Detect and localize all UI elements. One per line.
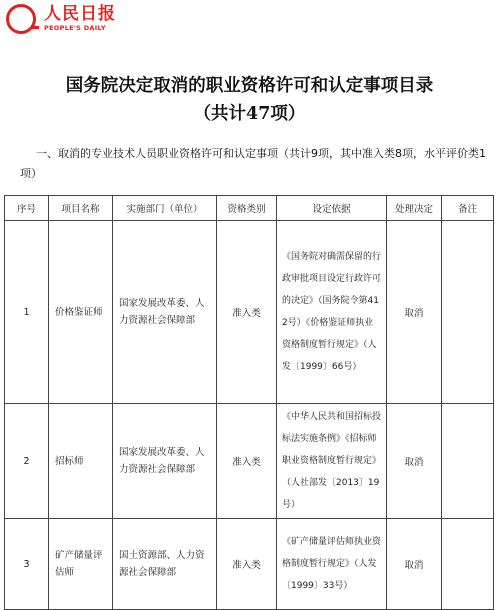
cell-basis: 《矿产储量评估师执业资格制度暂行规定》（人发〔1999〕33号） [277,519,387,610]
brand-name-cn: 人民日报 [44,4,116,25]
cell-decision: 取消 [387,404,442,519]
header-dept: 实施部门（单位） [113,196,217,221]
cell-type: 准入类 [217,519,277,610]
header-type: 资格类别 [217,196,277,221]
qualification-table [4,195,494,610]
cell-name: 招标师 [49,404,113,519]
cell-no: 2 [5,404,49,519]
header-no: 序号 [5,196,49,221]
cell-type: 准入类 [217,404,277,519]
cell-dept: 国土资源部、人力资源社会保障部 [113,519,217,610]
document-title [0,72,499,128]
peoples-daily-logo [6,4,116,34]
cell-name: 价格鉴证师 [49,221,113,404]
header-basis: 设定依据 [277,196,387,221]
cell-dept: 国家发展改革委、人力资源社会保障部 [113,404,217,519]
header-note: 备注 [442,196,494,221]
cell-no: 3 [5,519,49,610]
cell-note [442,404,494,519]
cell-note [442,519,494,610]
cell-decision: 取消 [387,519,442,610]
cell-no: 1 [5,221,49,404]
title-line-1: 国务院决定取消的职业资格许可和认定事项目录 [65,76,434,96]
cell-type: 准入类 [217,221,277,404]
header-decision: 处理决定 [387,196,442,221]
brand-name-en: PEOPLE'S DAILY [44,24,106,33]
table-row [5,221,494,404]
cell-basis: 《中华人民共和国招标投标法实施条例》《招标师职业资格制度暂行规定》（人社部发〔2013〕19号） [277,404,387,519]
section-heading: 一、取消的专业技术人员职业资格许可和认定事项（共计9项，其中准入类8项，水平评价类1项） [20,147,486,180]
table-row [5,519,494,610]
cell-note [442,221,494,404]
title-line-2: （共计47项） [193,104,306,124]
header-name: 项目名称 [49,196,113,221]
table-row [5,404,494,519]
cell-dept: 国家发展改革委、人力资源社会保障部 [113,221,217,404]
cell-name: 矿产储量评估师 [49,519,113,610]
cell-basis: 《国务院对确需保留的行政审批项目设定行政许可的决定》（国务院令第412号）《价格鉴证师执业资格制度暂行规定》（人发〔1999〕66号） [277,221,387,404]
cell-decision: 取消 [387,221,442,404]
at-sign-icon [6,4,36,34]
table-header-row [5,196,494,221]
